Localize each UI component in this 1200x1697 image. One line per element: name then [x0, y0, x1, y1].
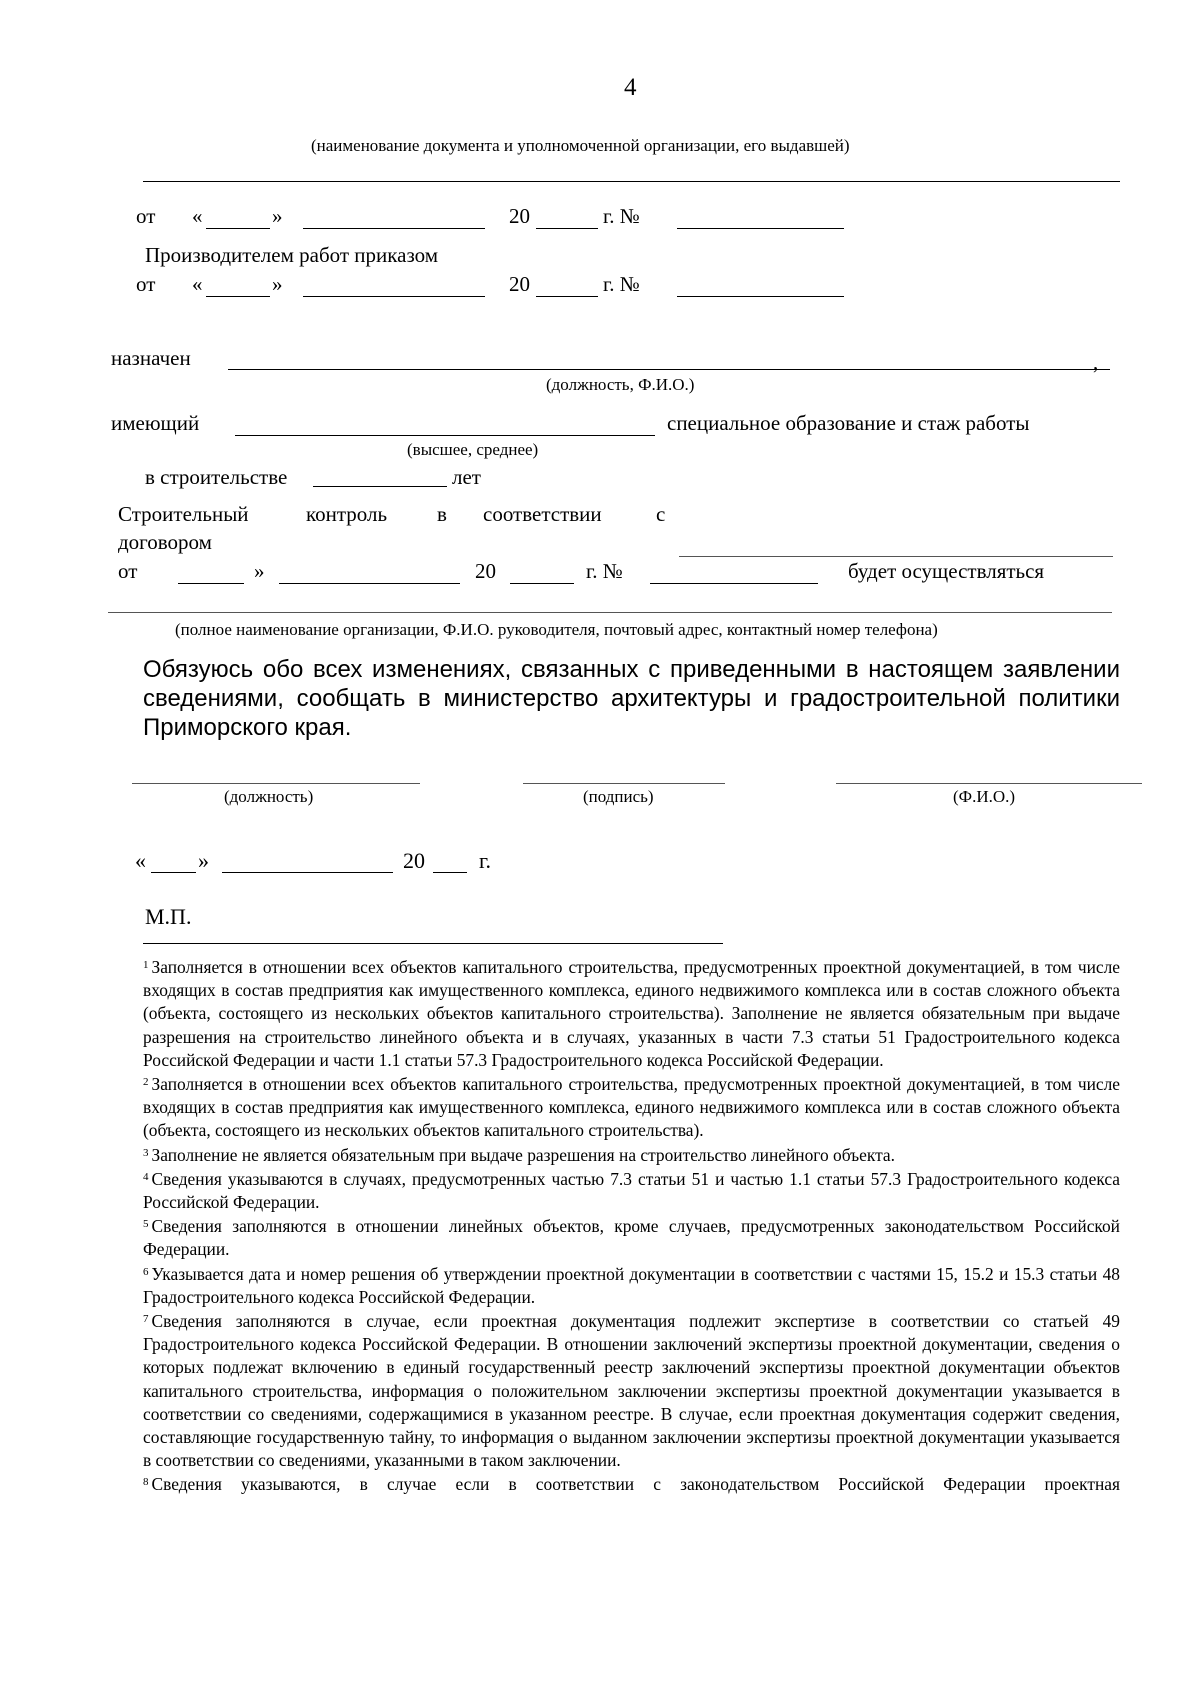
- assigned-caption: (должность, Ф.И.О.): [546, 375, 695, 394]
- stamp-label: М.П.: [145, 904, 192, 929]
- organization-line: [108, 612, 1112, 613]
- footnote-marker: 2: [143, 1076, 149, 1089]
- row1-number-line: [677, 228, 844, 229]
- having-label: имеющий: [111, 411, 200, 435]
- row2-day-line: [206, 296, 270, 297]
- row3-number-label: г. №: [586, 559, 623, 583]
- row3-right-quote: »: [254, 559, 265, 583]
- experience-text: в строительстве: [145, 465, 288, 489]
- footnote-marker: 3: [143, 1146, 149, 1159]
- row3-month-line: [279, 583, 460, 584]
- row1-right-quote: »: [272, 204, 283, 228]
- row3-day-line: [178, 583, 244, 584]
- date-day-line: [151, 872, 196, 873]
- row2-right-quote: »: [272, 272, 283, 296]
- row1-left-quote: «: [192, 204, 203, 228]
- position-caption: (должность): [224, 787, 314, 806]
- row3-year-line: [510, 583, 574, 584]
- row1-from: от: [136, 204, 156, 228]
- row1-number-label: г. №: [603, 204, 640, 228]
- footnote: [143, 1263, 1120, 1309]
- footnote-text: Сведения указываются, в случае если в соответствии с законодательством Российской Федерации проектная: [151, 1474, 1120, 1495]
- row2-left-quote: «: [192, 272, 203, 296]
- footnote: [143, 1073, 1120, 1143]
- footnote: [143, 1144, 1120, 1167]
- row1-day-line: [206, 228, 270, 229]
- assigned-comma: ,: [1093, 350, 1099, 374]
- row1-year-line: [536, 228, 598, 229]
- obligation-paragraph: Обязуюсь обо всех изменениях, связанных с приведенными в настоящем заявлении сведениями, сообщать в министерство архитектуры и градостроительной политики Приморского края.: [143, 656, 1120, 741]
- footnote: [143, 956, 1120, 1072]
- experience-years-line: [313, 486, 447, 487]
- footnote-marker: 7: [143, 1313, 149, 1326]
- date-year: 20: [403, 848, 425, 873]
- footnote-marker: 5: [143, 1218, 149, 1231]
- footnote-text: Заполняется в отношении всех объектов капитального строительства, предусмотренных проектной документацией, в том числе входящих в состав предприятия как имущественного комплекса, единого недвижимого комплекса или в состав сложного объекта (объекта, состоящего из нескольких объектов капитального строительства). Заполнение не является обязательным при выдаче разрешения на строительство линейного объекта и в случаях, указанных в части 7.3 статьи 51 Градостроительного кодекса Российской Федерации и части 1.1 статьи 57.3 Градостроительного кодекса Российской Федерации.: [143, 957, 1120, 1070]
- row3-number-line: [650, 583, 818, 584]
- date-g: г.: [479, 848, 492, 873]
- footnote: [143, 1168, 1120, 1214]
- assigned-label: назначен: [111, 346, 191, 370]
- control-word-1: Строительный: [118, 502, 249, 526]
- name-caption: (Ф.И.О.): [953, 787, 1016, 806]
- date-month-line: [222, 872, 393, 873]
- name-line: [836, 783, 1142, 784]
- footnote-separator: [143, 943, 723, 944]
- row2-number-label: г. №: [603, 272, 640, 296]
- footnote-text: Указывается дата и номер решения об утверждении проектной документации в соответствии с частями 15, 15.2 и 15.3 статьи 48 Градостроительного кодекса Российской Федерации.: [143, 1263, 1120, 1307]
- row1-year: 20: [509, 204, 530, 228]
- organization-caption: (полное наименование организации, Ф.И.О. руководителя, почтовый адрес, контактный номер телефона): [175, 620, 938, 639]
- footnote: [143, 1215, 1120, 1261]
- signature-line: [523, 783, 725, 784]
- producer-text: Производителем работ приказом: [145, 243, 439, 267]
- footnote-marker: 1: [143, 959, 149, 971]
- date-right-quote: »: [198, 848, 209, 873]
- control-word-2: контроль: [306, 502, 388, 526]
- signature-caption: (подпись): [583, 787, 654, 806]
- row2-year-line: [536, 296, 598, 297]
- footnote-text: Сведения заполняются в отношении линейных объектов, кроме случаев, предусмотренных законодательством Российской Федерации.: [143, 1216, 1120, 1260]
- row3-from: от: [118, 559, 138, 583]
- footnote-text: Заполняется в отношении всех объектов капитального строительства, предусмотренных проектной документацией, в том числе входящих в состав предприятия как имущественного комплекса, единого недвижимого комплекса или в состав сложного объекта (объекта, состоящего из нескольких объектов капитального строительства).: [143, 1074, 1120, 1141]
- footnote-marker: 4: [143, 1170, 149, 1183]
- document-caption: (наименование документа и уполномоченной организации, его выдавшей): [311, 136, 850, 155]
- row1-month-line: [303, 228, 485, 229]
- row3-tail: будет осуществляться: [848, 559, 1045, 583]
- date-year-line: [433, 872, 467, 873]
- row2-month-line: [303, 296, 485, 297]
- date-left-quote: «: [135, 848, 146, 873]
- row2-number-line: [677, 296, 844, 297]
- footnotes: [143, 956, 1120, 1498]
- experience-years: лет: [452, 465, 481, 489]
- contract-line: [679, 556, 1113, 557]
- footnote-marker: 6: [143, 1265, 149, 1278]
- footnote: [143, 1473, 1120, 1496]
- document-name-line: [143, 181, 1120, 182]
- assigned-line: [228, 369, 1110, 370]
- footnote-text: Сведения указываются в случаях, предусмотренных частью 7.3 статьи 51 и частью 1.1 статьи 57.3 Градостроительного кодекса Российской Федерации.: [143, 1168, 1120, 1213]
- education-caption: (высшее, среднее): [407, 440, 539, 459]
- contract-label: договором: [118, 530, 212, 554]
- row2-from: от: [136, 272, 156, 296]
- page-number: 4: [624, 74, 637, 101]
- footnote-marker: 8: [143, 1476, 149, 1489]
- row2-year: 20: [509, 272, 530, 296]
- control-word-3: в: [437, 502, 447, 526]
- footnote-text: Сведения заполняются в случае, если проектная документация подлежит экспертизе в соответствии со статьей 49 Градостроительного кодекса Российской Федерации. В отношении заключений экспертизы проектной документации, сведения о которых подлежат включению в единый государственный реестр заключений экспертизы проектной документации объектов капитального строительства, информация о положительном заключении экспертизы проектной документации указывается в соответствии со сведениями, содержащимися в указанном реестре. В случае, если проектная документация содержит сведения, составляющие государственную тайну, то информация о выданном заключении экспертизы проектной документации указывается в соответствии со сведениями, указанными в таком заключении.: [143, 1311, 1120, 1471]
- footnote-text: Заполнение не является обязательным при выдаче разрешения на строительство линейного объекта.: [151, 1144, 895, 1165]
- control-word-4: соответствии: [483, 502, 602, 526]
- footnote: [143, 1310, 1120, 1472]
- having-tail: специальное образование и стаж работы: [667, 411, 1030, 435]
- position-line: [132, 783, 420, 784]
- education-line: [235, 435, 655, 436]
- row3-year: 20: [475, 559, 496, 583]
- control-word-5: с: [656, 502, 666, 526]
